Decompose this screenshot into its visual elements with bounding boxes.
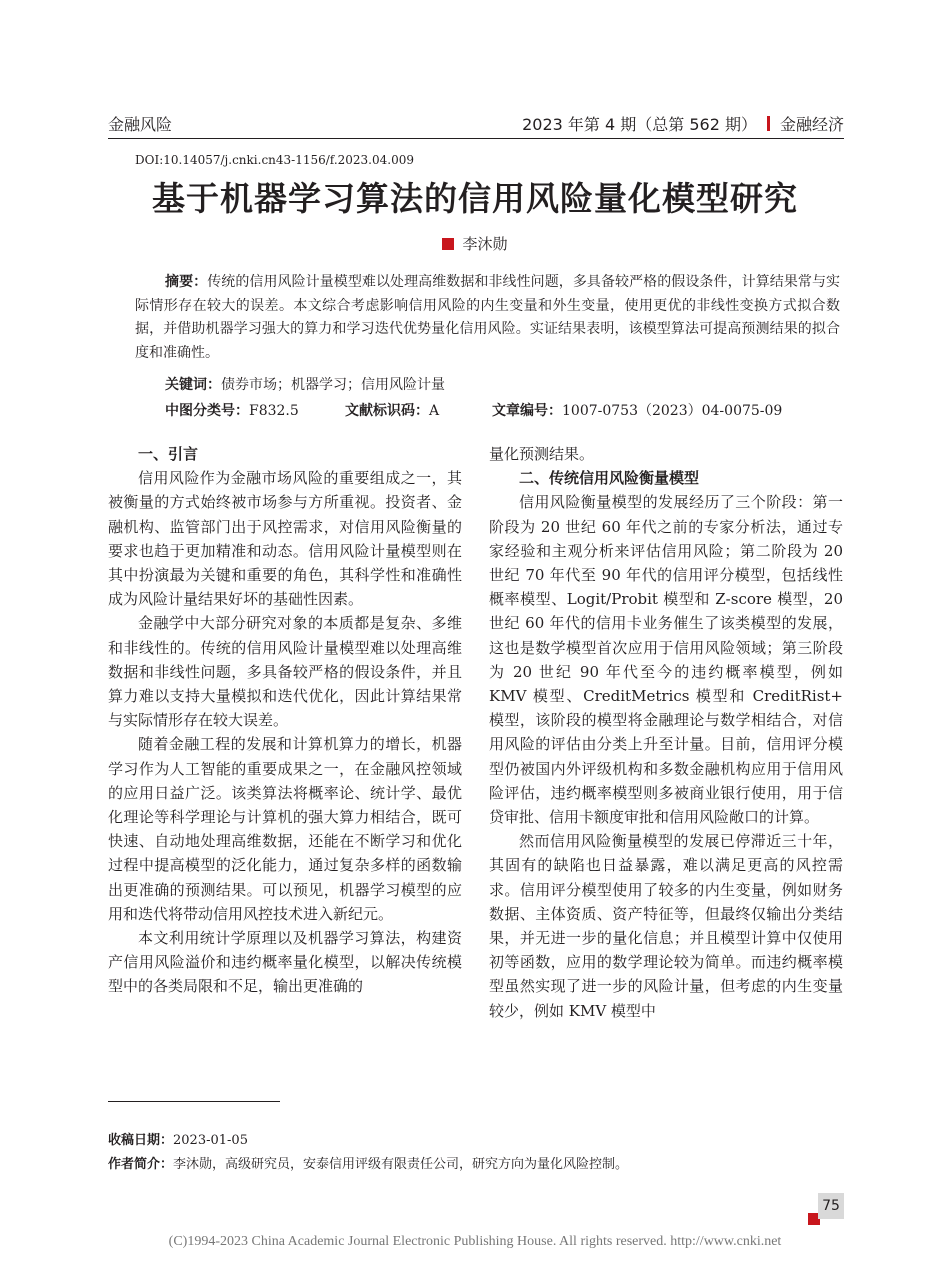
- right-column: [489, 442, 843, 1023]
- doc-value: A: [429, 403, 440, 419]
- issue-label: 2023 年第 4 期（总第 562 期）: [522, 115, 757, 134]
- art-value: 1007-0753（2023）04-0075-09: [562, 403, 783, 419]
- received-value: 2023-01-05: [173, 1133, 248, 1148]
- keywords-text: 债券市场；机器学习；信用风险计量: [221, 377, 445, 393]
- paragraph: 随着金融工程的发展和计算机算力的增长，机器学习作为人工智能的重要成果之一，在金融风控领域的应用日益广泛。该类算法将概率论、统计学、最优化理论等科学理论与计算机的强大算力相结合，既可快速、自动地处理高维数据，还能在不断学习和优化过程中提高模型的泛化能力，通过复杂多样的函数输出更准确的预测结果。可以预见，机器学习模型的应用和迭代将带动信用风控技术进入新纪元。: [108, 735, 462, 923]
- paragraph-continuation: 量化预测结果。: [489, 445, 595, 463]
- section-heading-intro: 一、引言: [138, 445, 199, 463]
- paragraph: 信用风险作为金融市场风险的重要组成之一，其被衡量的方式始终被市场参与方所重视。投资者、金融机构、监管部门出于风控需求，对信用风险衡量的要求也趋于更加精准和动态。信用风险计量模型则在其中扮演最为关键和重要的角色，其科学性和准确性成为风险计量结果好坏的基础性因素。: [108, 469, 462, 609]
- clc-code: [165, 400, 345, 420]
- clc-value: F832.5: [249, 403, 299, 419]
- abstract-text: 传统的信用风险计量模型难以处理高维数据和非线性问题，多具备较严格的假设条件，计算结果常与实际情形存在较大的误差。本文综合考虑影响信用风险的内生变量和外生变量，使用更优的非线性变换方式拟合数据，并借助机器学习强大的算力和学习迭代优势量化信用风险。实证结果表明，该模型算法可提高预测结果的拟合度和准确性。: [135, 274, 841, 361]
- abstract: [135, 271, 840, 365]
- author-marker-icon: [442, 238, 454, 250]
- abstract-label: 摘要：: [165, 274, 208, 290]
- article-number: [492, 400, 782, 420]
- running-header-issue: [522, 112, 844, 135]
- received-date: [108, 1129, 248, 1148]
- journal-name: 金融经济: [779, 115, 844, 134]
- header-divider: [767, 116, 770, 131]
- classification-line: [165, 400, 782, 420]
- bio-value: 李沐勋，高级研究员，安泰信用评级有限责任公司，研究方向为量化风险控制。: [173, 1157, 629, 1172]
- author-name: 李沐勋: [462, 235, 508, 253]
- paragraph: 信用风险衡量模型的发展经历了三个阶段：第一阶段为 20 世纪 60 年代之前的专家分析法，通过专家经验和主观分析来评估信用风险；第二阶段为 20 世纪 70 年代至 90 年代的信用评分模型，包括线性概率模型、Logit/Probit 模型和 Z-score 模型，20 世纪 60 年代的信用卡业务催生了该类模型的发展，这也是数学模型首次应用于信用风险领域；第三阶段为 20 世纪 90 年代至今的违约概率模型，例如 KMV 模型、CreditMetrics 模型和 CreditRist+ 模型，该阶段的模型将金融理论与数学相结合，对信用风险的评估由分类上升至计量。目前，信用评分模型仍被国内外评级机构和多数金融机构应用于信用风险评估，违约概率模型则多被商业银行使用，用于信贷审批、信用卡额度审批和信用风险敞口的计算。: [489, 493, 843, 827]
- clc-label: 中图分类号：: [165, 403, 249, 419]
- received-label: 收稿日期：: [108, 1133, 174, 1148]
- doc-label: 文献标识码：: [345, 403, 429, 419]
- footnote-rule: [108, 1101, 280, 1102]
- left-column: [108, 442, 462, 999]
- section-heading-traditional-models: 二、传统信用风险衡量模型: [519, 469, 700, 488]
- paragraph: 然而信用风险衡量模型的发展已停滞近三十年，其固有的缺陷也日益暴露，难以满足更高的风控需求。信用评分模型使用了较多的内生变量，例如财务数据、主体资质、资产特征等，但最终仅输出分类结果，并无进一步的量化信息；并且模型计算中仅使用初等函数，应用的数学理论较为简单。而违约概率模型虽然实现了进一步的风险计量，但考虑的内生变量较少，例如 KMV 模型中: [489, 832, 843, 1020]
- doc-code: [345, 400, 492, 420]
- paragraph: 金融学中大部分研究对象的本质都是复杂、多维和非线性的。传统的信用风险计量模型难以处理高维数据和非线性问题，多具备较严格的假设条件，并且算力难以支持大量模拟和迭代优化，因此计算结果常与实际情形存在较大误差。: [108, 614, 462, 730]
- doi: DOI:10.14057/j.cnki.cn43-1156/f.2023.04.009: [135, 153, 414, 167]
- author-bio: [108, 1153, 628, 1172]
- author-line: [0, 233, 950, 254]
- keywords: [165, 374, 445, 394]
- running-header-section: 金融风险: [108, 115, 173, 134]
- keywords-label: 关键词：: [165, 377, 221, 393]
- art-label: 文章编号：: [492, 403, 562, 419]
- copyright-notice: (C)1994-2023 China Academic Journal Electronic Publishing House. All rights reserved. http://www.cnki.net: [168, 1234, 782, 1249]
- bio-label: 作者简介：: [108, 1157, 174, 1172]
- paper-title: 基于机器学习算法的信用风险量化模型研究: [152, 179, 798, 218]
- paragraph: 本文利用统计学原理以及机器学习算法，构建资产信用风险溢价和违约概率量化模型，以解决传统模型中的各类局限和不足，输出更准确的: [108, 929, 462, 996]
- page-number: 75: [818, 1193, 844, 1219]
- header-rule: [108, 138, 844, 139]
